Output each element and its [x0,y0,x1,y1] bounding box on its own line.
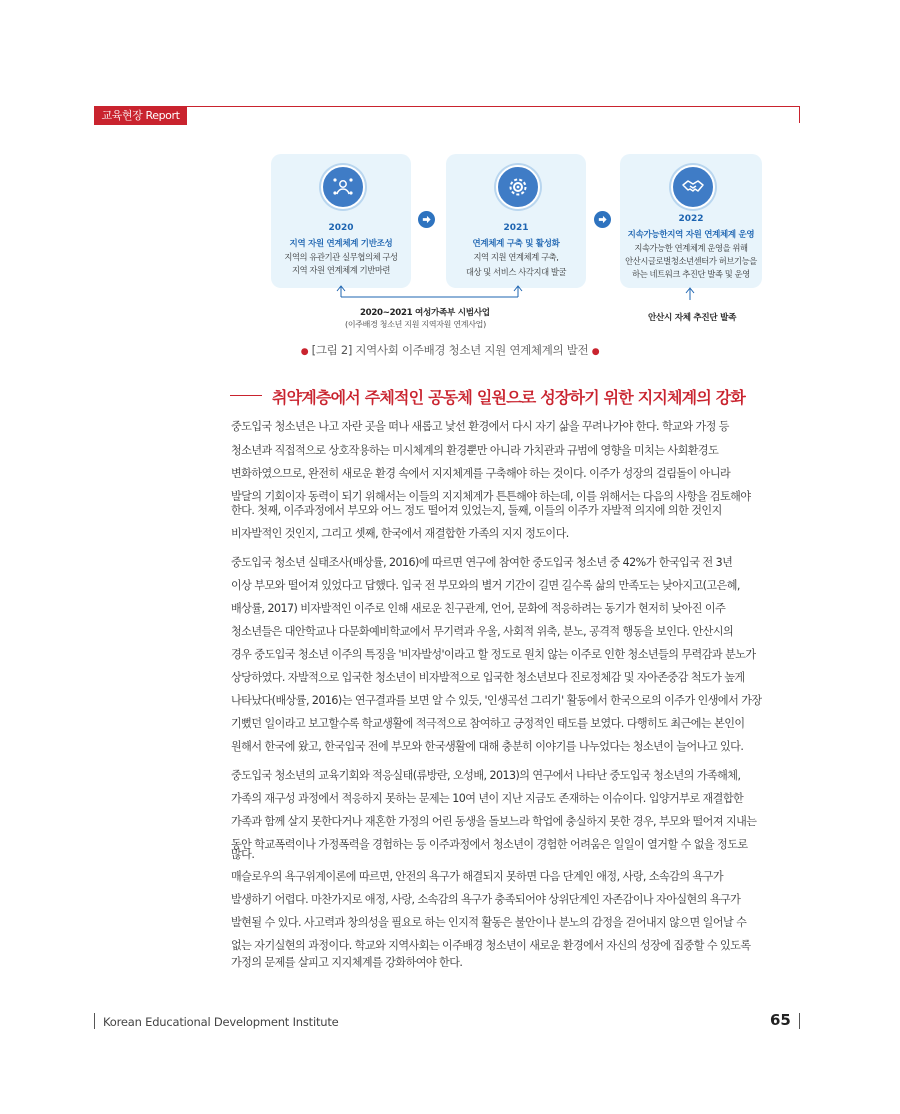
note-left-sub: (이주배경 청소년 지원 지역자원 연계사업) [345,320,486,329]
text-line: 이상 부모와 떨어져 있었다고 답했다. 입국 전 부모와의 별거 기간이 길면 길수록 삶의 만족도는 낮아지고(고은혜, [231,579,740,592]
text-line: 중도입국 청소년의 교육기회와 적응실태(류방란, 오성배, 2013)의 연구에서 나타난 중도입국 청소년의 가족해체, [231,769,741,782]
text-line: 청소년과 직접적으로 상호작용하는 미시체계의 환경뿐만 아니라 가치관과 규범에 영향을 미치는 사회환경도 [231,444,719,457]
stage-line: 지역의 유관기관 실무협의체 구성 [284,252,398,262]
text-line: 중도입국 청소년 실태조사(배상률, 2016)에 따르면 연구에 참여한 중도입국 청소년 중 42%가 한국입국 전 3년 [231,556,733,569]
stage-line: 하는 네트워크 추진단 발족 및 운영 [632,269,750,279]
stage-line: 지속가능한 연계체계 운영을 위해 [634,243,748,253]
footer-institute: Korean Educational Development Institute [103,1015,339,1029]
stage-title: 지역 자원 연계체계 기반조성 [289,239,393,249]
text-line: 발현될 수 있다. 사고력과 창의성을 필요로 하는 인지적 활동은 불안이나 분노의 감정을 걷어내지 않으면 일어날 수 [231,916,747,929]
text-line: 배상률, 2017) 비자발적인 이주로 인해 새로운 친구관계, 언어, 문화에 적응하려는 동기가 현저히 낮아진 이주 [231,602,726,615]
text-line: 기뻤던 일이라고 보고할수록 학교생활에 적극적으로 참여하고 긍정적인 태도를 보였다. 다행히도 최근에는 본인이 [231,717,745,730]
text-line: 한다. 첫째, 이주과정에서 부모와 어느 정도 떨어져 있었는지, 둘째, 이들의 이주가 자발적 의지에 의한 것인지 [231,504,722,517]
text-line: 청소년들은 대안학교나 다문화예비학교에서 무기력과 우울, 사회적 위축, 분노, 공격적 행동을 보인다. 안산시의 [231,625,734,638]
text-line: 비자발적인 것인지, 그리고 셋째, 한국에서 재결합한 가족의 지지 정도이다. [231,527,569,540]
note-left-title: 2020~2021 여성가족부 시범사업 [360,308,490,318]
text-line: 경우 중도입국 청소년 이주의 특징을 '비자발성'이라고 할 정도로 원치 않는 이주로 인한 청소년들의 무력감과 분노가 [231,648,756,661]
note-right: 안산시 자체 추진단 발족 [648,313,737,323]
stage-year: 2020 [328,223,354,233]
page-number: 65 [770,1011,791,1029]
text-line: 없는 자기실현의 과정이다. 학교와 지역사회는 이주배경 청소년이 새로운 환경에서 자신의 성장에 집중할 수 있도록 [231,939,751,952]
stage-line: 지역 지원 연계체계 구축, [473,252,559,262]
text-line: 많다. [231,848,255,861]
stage-title: 지속가능한지역 자원 연계체계 운영 [627,230,755,240]
section-tag: 교육현장 Report [94,106,187,125]
text-line: 상당하였다. 자발적으로 입국한 청소년이 비자발적으로 입국한 청소년보다 진로정체감 및 자아존중감 척도가 높게 [231,671,745,684]
text-line: 중도입국 청소년은 나고 자란 곳을 떠나 새롭고 낯선 환경에서 다시 자기 삶을 꾸려나가야 한다. 학교와 가정 등 [231,420,729,433]
text-line: 가정의 문제를 살피고 지지체계를 강화하여야 한다. [231,956,463,969]
footer-tick [799,1013,800,1029]
bullet-dot: ● [591,347,600,357]
text-line: 동안 학교폭력이나 가정폭력을 경험하는 등 이주과정에서 청소년이 경험한 어려움은 일일이 열거할 수 없을 정도로 [231,838,748,851]
section-rule [230,395,262,396]
text-line: 나타났다(배상률, 2016)는 연구결과를 보면 알 수 있듯, '인생곡선 그리기' 활동에서 한국으로의 이주가 인생에서 가장 [231,694,762,707]
stage-year: 2022 [678,214,704,224]
bullet-dot: ● [300,347,309,357]
section-title: 취약계층에서 주체적인 공동체 일원으로 성장하기 위한 지지체계의 강화 [272,388,746,407]
stage-line: 대상 및 서비스 사각지대 발굴 [465,267,567,277]
text-line: 가족의 재구성 과정에서 적응하지 못하는 문제는 10여 년이 지난 지금도 존재하는 이슈이다. 입양거부로 재결합한 [231,792,744,805]
text-line: 가족과 함께 살지 못한다거나 재혼한 가정의 어린 동생을 돌보느라 학업에 충실하지 못한 경우, 부모와 떨어져 지내는 [231,815,757,828]
bracket-connectors [0,0,900,340]
text-line: 변화하였으므로, 완전히 새로운 환경 속에서 지지체계를 구축해야 하는 것이다. 이주가 성장의 걸림돌이 아니라 [231,467,731,480]
stage-year: 2021 [503,223,529,233]
figure-caption: ● [그림 2] 지역사회 이주배경 청소년 지원 연계체계의 발전 ● [300,343,600,357]
stage-line: 지역 자원 연계체계 기반마련 [291,265,391,275]
stage-line: 안산시글로벌청소년센터가 허브기능을 [625,256,757,266]
text-line: 발생하기 어렵다. 마찬가지로 애정, 사랑, 소속감의 욕구가 충족되어야 상위단계인 자존감이나 자아실현의 욕구가 [231,893,741,906]
text-line: 발달의 기회이자 동력이 되기 위해서는 이들의 지지체계가 튼튼해야 하는데, 이를 위해서는 다음의 사항을 검토해야 [231,490,751,503]
text-line: 매슬로우의 욕구위계이론에 따르면, 안전의 욕구가 해결되지 못하면 다음 단계인 애정, 사랑, 소속감의 욕구가 [231,870,723,883]
text-line: 원해서 한국에 왔고, 한국입국 전에 부모와 한국생활에 대해 충분히 이야기를 나누었다는 청소년이 늘어나고 있다. [231,740,744,753]
footer-bar [94,1013,95,1029]
stage-title: 연계체계 구축 및 활성화 [472,239,560,249]
